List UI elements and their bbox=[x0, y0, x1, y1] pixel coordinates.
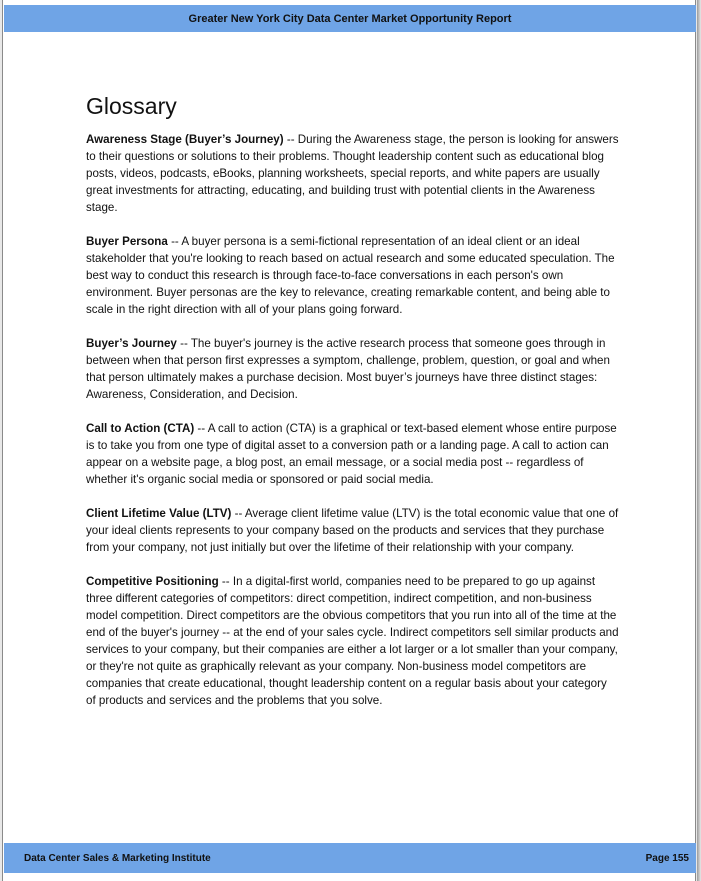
glossary-entry-call-to-action bbox=[86, 420, 619, 488]
glossary-entry-competitive-positioning bbox=[86, 573, 619, 709]
glossary-term: Client Lifetime Value (LTV) bbox=[86, 507, 232, 520]
page-edge-shadow bbox=[697, 0, 701, 881]
glossary-term: Awareness Stage (Buyer’s Journey) bbox=[86, 133, 284, 146]
glossary-definition: -- In a digital-first world, companies need to be prepared to go up against three different categories of competitors: direct competition, indirect competition, and non-business model competition. Direct competitors are the obvious competitors that you run into all of the time at the end of the buyer's journey -- at the end of your sales cycle. Indirect competitors sell similar products and services to your company, but their companies are either a lot larger or a lot smaller than your company, or they're not quite as graphically relevant as your company. Non-business model competitors are companies that create educational, thought leadership content on a regular basis about your category of products and services and the problems that you solve. bbox=[86, 575, 619, 707]
glossary-term: Buyer’s Journey bbox=[86, 337, 177, 350]
glossary-definition: -- A call to action (CTA) is a graphical or text-based element whose entire purpose is to take you from one type of digital asset to a conversion path or a landing page. A call to action can appear on a website page, a blog post, an email message, or a social media post -- regardless of whether it's organic social media or sponsored or paid social media. bbox=[86, 422, 617, 486]
glossary-term: Buyer Persona bbox=[86, 235, 168, 248]
glossary-entry-buyers-journey bbox=[86, 335, 619, 403]
glossary-definition: -- Average client lifetime value (LTV) is the total economic value that one of your ideal clients represents to your company based on the products and services that they purchase from your company, not just initially but over the lifetime of their relationship with your company. bbox=[86, 507, 619, 554]
glossary-definition: -- During the Awareness stage, the person is looking for answers to their questions or solutions to their problems. Thought leadership content such as educational blog posts, videos, podcasts, eBooks, planning worksheets, special reports, and white papers are usually great investments for attracting, educating, and building trust with potential clients in the Awareness stage. bbox=[86, 133, 619, 214]
glossary-term: Competitive Positioning bbox=[86, 575, 219, 588]
glossary-term: Call to Action (CTA) bbox=[86, 422, 195, 435]
document-page bbox=[2, 0, 696, 881]
glossary-entry-buyer-persona bbox=[86, 233, 619, 318]
glossary-definition: -- A buyer persona is a semi-fictional representation of an ideal client or an ideal stakeholder that you're looking to reach based on actual research and some educated speculation. The best way to conduct this research is through face-to-face conversations in each person's own environment. Buyer personas are the key to relevance, creating remarkable content, and being able to scale in the right direction with all of your plans going forward. bbox=[86, 235, 615, 316]
page-footer bbox=[4, 843, 696, 873]
glossary-definition: -- The buyer's journey is the active research process that someone goes through in between when that person first expresses a symptom, challenge, problem, question, or goal and when that person ultimately makes a purchase decision. Most buyer’s journeys have three distinct stages: Awareness, Consideration, and Decision. bbox=[86, 337, 610, 401]
glossary-list bbox=[86, 131, 619, 726]
page-header bbox=[4, 5, 696, 32]
glossary-entry-awareness-stage bbox=[86, 131, 619, 216]
page-number: Page 155 bbox=[645, 853, 689, 864]
footer-organization: Data Center Sales & Marketing Institute bbox=[24, 853, 211, 864]
header-title: Greater New York City Data Center Market Opportunity Report bbox=[188, 12, 512, 25]
page-title: Glossary bbox=[86, 93, 177, 119]
glossary-entry-client-lifetime-value bbox=[86, 505, 619, 556]
